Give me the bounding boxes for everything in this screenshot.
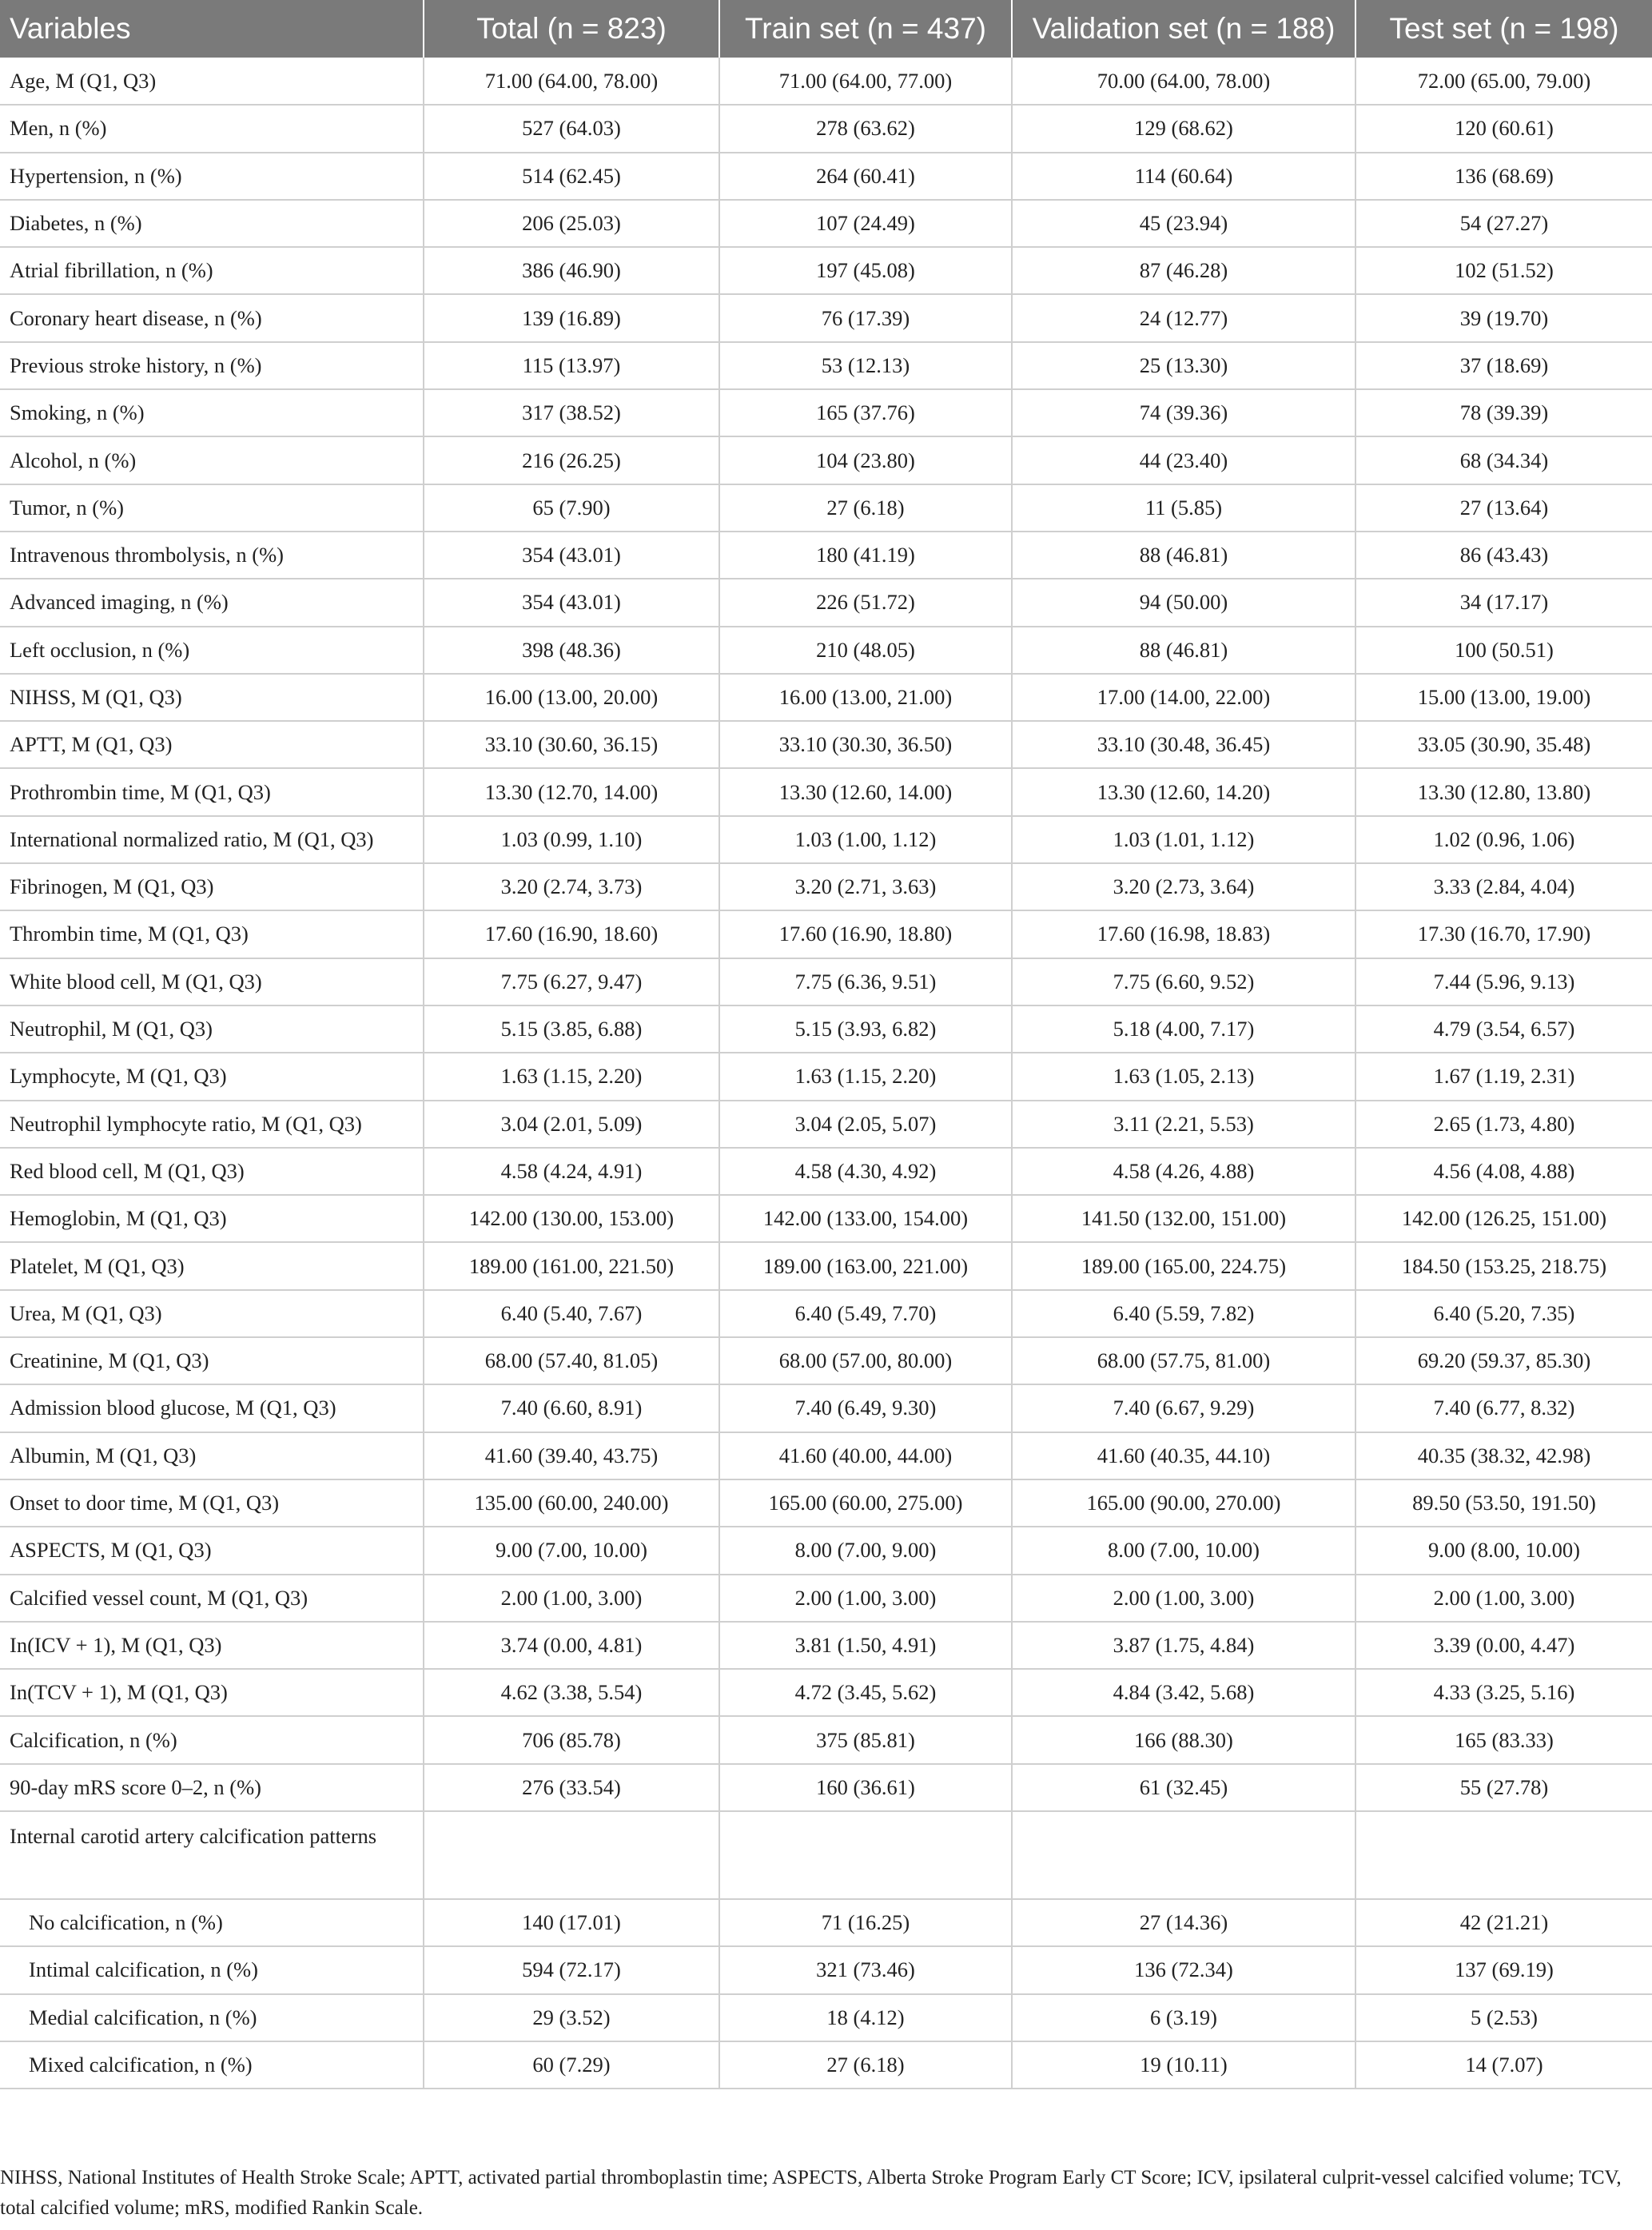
- cell-label: Calcification, n (%): [0, 1716, 424, 1763]
- table-row: [0, 294, 1652, 341]
- table-row: [0, 1242, 1652, 1289]
- table-row: [0, 958, 1652, 1005]
- table-row: [0, 105, 1652, 152]
- cell-total: 33.10 (30.60, 36.15): [424, 721, 719, 768]
- table-row: [0, 579, 1652, 626]
- cell-label: Left occlusion, n (%): [0, 627, 424, 674]
- cell-test: 89.50 (53.50, 191.50): [1355, 1479, 1652, 1527]
- cell-total: 41.60 (39.40, 43.75): [424, 1432, 719, 1479]
- cell-label: Mixed calcification, n (%): [0, 2041, 424, 2089]
- table-row: [0, 1290, 1652, 1337]
- cell-label: Advanced imaging, n (%): [0, 579, 424, 626]
- cell-train: 27 (6.18): [719, 2041, 1012, 2089]
- cell-test: 14 (7.07): [1355, 2041, 1652, 2089]
- header-variables: Variables: [0, 0, 424, 58]
- cell-train: 71 (16.25): [719, 1899, 1012, 1946]
- cell-train: 7.40 (6.49, 9.30): [719, 1384, 1012, 1432]
- cell-validation: 136 (72.34): [1012, 1946, 1355, 1993]
- cell-train: [719, 1811, 1012, 1899]
- cell-train: 8.00 (7.00, 9.00): [719, 1527, 1012, 1574]
- cell-total: 115 (13.97): [424, 342, 719, 389]
- cell-total: 139 (16.89): [424, 294, 719, 341]
- cell-train: 180 (41.19): [719, 532, 1012, 579]
- cell-label: International normalized ratio, M (Q1, Q3): [0, 816, 424, 863]
- table-row: [0, 674, 1652, 721]
- cell-test: 100 (50.51): [1355, 627, 1652, 674]
- cell-validation: 70.00 (64.00, 78.00): [1012, 58, 1355, 105]
- cell-validation: 166 (88.30): [1012, 1716, 1355, 1763]
- cell-validation: 45 (23.94): [1012, 200, 1355, 247]
- cell-total: 216 (26.25): [424, 436, 719, 484]
- cell-label: Tumor, n (%): [0, 484, 424, 532]
- cell-validation: 24 (12.77): [1012, 294, 1355, 341]
- table-row: [0, 1575, 1652, 1622]
- cell-validation: 1.63 (1.05, 2.13): [1012, 1053, 1355, 1100]
- cell-total: 7.40 (6.60, 8.91): [424, 1384, 719, 1432]
- cell-validation: 17.60 (16.98, 18.83): [1012, 910, 1355, 958]
- cell-validation: 7.75 (6.60, 9.52): [1012, 958, 1355, 1005]
- cell-total: 71.00 (64.00, 78.00): [424, 58, 719, 105]
- cell-test: 55 (27.78): [1355, 1764, 1652, 1811]
- cell-total: 398 (48.36): [424, 627, 719, 674]
- table-row: [0, 816, 1652, 863]
- cell-test: 5 (2.53): [1355, 1994, 1652, 2041]
- cell-validation: 74 (39.36): [1012, 389, 1355, 436]
- cell-validation: 68.00 (57.75, 81.00): [1012, 1337, 1355, 1384]
- cell-label: Thrombin time, M (Q1, Q3): [0, 910, 424, 958]
- cell-validation: 25 (13.30): [1012, 342, 1355, 389]
- cell-validation: 3.11 (2.21, 5.53): [1012, 1101, 1355, 1148]
- cell-test: 102 (51.52): [1355, 247, 1652, 294]
- cell-train: 33.10 (30.30, 36.50): [719, 721, 1012, 768]
- table-row: [0, 532, 1652, 579]
- header-total: Total (n = 823): [424, 0, 719, 58]
- cell-test: 17.30 (16.70, 17.90): [1355, 910, 1652, 958]
- cell-test: 40.35 (38.32, 42.98): [1355, 1432, 1652, 1479]
- cell-label: Atrial fibrillation, n (%): [0, 247, 424, 294]
- cell-train: 53 (12.13): [719, 342, 1012, 389]
- cell-test: 184.50 (153.25, 218.75): [1355, 1242, 1652, 1289]
- cell-label: No calcification, n (%): [0, 1899, 424, 1946]
- cell-train: 71.00 (64.00, 77.00): [719, 58, 1012, 105]
- cell-test: 2.00 (1.00, 3.00): [1355, 1575, 1652, 1622]
- cell-test: 142.00 (126.25, 151.00): [1355, 1195, 1652, 1242]
- cell-total: 206 (25.03): [424, 200, 719, 247]
- cell-test: 68 (34.34): [1355, 436, 1652, 484]
- cell-test: 78 (39.39): [1355, 389, 1652, 436]
- cell-validation: 189.00 (165.00, 224.75): [1012, 1242, 1355, 1289]
- cell-validation: 5.18 (4.00, 7.17): [1012, 1005, 1355, 1053]
- cell-label: Onset to door time, M (Q1, Q3): [0, 1479, 424, 1527]
- cell-total: 9.00 (7.00, 10.00): [424, 1527, 719, 1574]
- cell-train: 375 (85.81): [719, 1716, 1012, 1763]
- cell-label: Lymphocyte, M (Q1, Q3): [0, 1053, 424, 1100]
- cell-test: 15.00 (13.00, 19.00): [1355, 674, 1652, 721]
- table-footnote: NIHSS, National Institutes of Health Stroke Scale; APTT, activated partial thromboplastin time; ASPECTS, Alberta Stroke Program Early CT Score; ICV, ipsilateral culprit-vessel calcified volume; TCV, total calcified volume; mRS, modified Rankin Scale.: [0, 2167, 1622, 2219]
- table-row: [0, 1716, 1652, 1763]
- table-row: [0, 1148, 1652, 1195]
- cell-total: 514 (62.45): [424, 153, 719, 200]
- cell-total: 3.74 (0.00, 4.81): [424, 1622, 719, 1669]
- table-row: [0, 1527, 1652, 1574]
- cell-validation: 13.30 (12.60, 14.20): [1012, 768, 1355, 815]
- cell-label: Internal carotid artery calcification patterns: [0, 1811, 424, 1899]
- cell-total: 6.40 (5.40, 7.67): [424, 1290, 719, 1337]
- cell-total: 5.15 (3.85, 6.88): [424, 1005, 719, 1053]
- cell-total: 276 (33.54): [424, 1764, 719, 1811]
- cell-label: Alcohol, n (%): [0, 436, 424, 484]
- cell-train: 3.04 (2.05, 5.07): [719, 1101, 1012, 1148]
- cell-total: 13.30 (12.70, 14.00): [424, 768, 719, 815]
- cell-label: In(ICV + 1), M (Q1, Q3): [0, 1622, 424, 1669]
- cell-label: NIHSS, M (Q1, Q3): [0, 674, 424, 721]
- cell-total: [424, 1811, 719, 1899]
- cell-label: In(TCV + 1), M (Q1, Q3): [0, 1669, 424, 1716]
- cell-test: 34 (17.17): [1355, 579, 1652, 626]
- cell-total: 594 (72.17): [424, 1946, 719, 1993]
- cell-total: 142.00 (130.00, 153.00): [424, 1195, 719, 1242]
- table-row: [0, 768, 1652, 815]
- cell-train: 165 (37.76): [719, 389, 1012, 436]
- table-row: [0, 1622, 1652, 1669]
- cell-label: Age, M (Q1, Q3): [0, 58, 424, 105]
- cell-label: Urea, M (Q1, Q3): [0, 1290, 424, 1337]
- cell-total: 189.00 (161.00, 221.50): [424, 1242, 719, 1289]
- cell-total: 527 (64.03): [424, 105, 719, 152]
- table-row: [0, 484, 1652, 532]
- cell-train: 76 (17.39): [719, 294, 1012, 341]
- cell-validation: 19 (10.11): [1012, 2041, 1355, 2089]
- cell-total: 7.75 (6.27, 9.47): [424, 958, 719, 1005]
- cell-validation: 8.00 (7.00, 10.00): [1012, 1527, 1355, 1574]
- cell-train: 5.15 (3.93, 6.82): [719, 1005, 1012, 1053]
- table-row: [0, 247, 1652, 294]
- table-row: [0, 200, 1652, 247]
- table-row: [0, 1899, 1652, 1946]
- cell-validation: 4.58 (4.26, 4.88): [1012, 1148, 1355, 1195]
- table-row: [0, 1005, 1652, 1053]
- cell-total: 135.00 (60.00, 240.00): [424, 1479, 719, 1527]
- cell-label: Hypertension, n (%): [0, 153, 424, 200]
- cell-train: 17.60 (16.90, 18.80): [719, 910, 1012, 958]
- table-row: [0, 1432, 1652, 1479]
- cell-total: 706 (85.78): [424, 1716, 719, 1763]
- cell-test: 6.40 (5.20, 7.35): [1355, 1290, 1652, 1337]
- cell-total: 4.58 (4.24, 4.91): [424, 1148, 719, 1195]
- cell-test: 86 (43.43): [1355, 532, 1652, 579]
- cell-label: Prothrombin time, M (Q1, Q3): [0, 768, 424, 815]
- cell-label: Creatinine, M (Q1, Q3): [0, 1337, 424, 1384]
- cell-total: 29 (3.52): [424, 1994, 719, 2041]
- cell-total: 3.20 (2.74, 3.73): [424, 863, 719, 910]
- cell-test: 7.40 (6.77, 8.32): [1355, 1384, 1652, 1432]
- table-row: [0, 863, 1652, 910]
- cell-validation: 88 (46.81): [1012, 627, 1355, 674]
- cell-label: ASPECTS, M (Q1, Q3): [0, 1527, 424, 1574]
- cell-test: 4.79 (3.54, 6.57): [1355, 1005, 1652, 1053]
- cell-train: 41.60 (40.00, 44.00): [719, 1432, 1012, 1479]
- cell-validation: 6.40 (5.59, 7.82): [1012, 1290, 1355, 1337]
- cell-total: 17.60 (16.90, 18.60): [424, 910, 719, 958]
- cell-total: 16.00 (13.00, 20.00): [424, 674, 719, 721]
- cell-validation: 3.87 (1.75, 4.84): [1012, 1622, 1355, 1669]
- table-row: [0, 1994, 1652, 2041]
- cell-test: 42 (21.21): [1355, 1899, 1652, 1946]
- cell-total: 3.04 (2.01, 5.09): [424, 1101, 719, 1148]
- cell-test: 2.65 (1.73, 4.80): [1355, 1101, 1652, 1148]
- cell-total: 1.03 (0.99, 1.10): [424, 816, 719, 863]
- cell-train: 160 (36.61): [719, 1764, 1012, 1811]
- table-row: [0, 1811, 1652, 1899]
- cell-test: 72.00 (65.00, 79.00): [1355, 58, 1652, 105]
- cell-train: 2.00 (1.00, 3.00): [719, 1575, 1012, 1622]
- cell-label: Intimal calcification, n (%): [0, 1946, 424, 1993]
- cell-train: 1.63 (1.15, 2.20): [719, 1053, 1012, 1100]
- table-row: [0, 389, 1652, 436]
- cell-total: 1.63 (1.15, 2.20): [424, 1053, 719, 1100]
- cell-validation: 44 (23.40): [1012, 436, 1355, 484]
- cell-train: 3.20 (2.71, 3.63): [719, 863, 1012, 910]
- cell-validation: 11 (5.85): [1012, 484, 1355, 532]
- cell-validation: 4.84 (3.42, 5.68): [1012, 1669, 1355, 1716]
- cell-label: 90-day mRS score 0–2, n (%): [0, 1764, 424, 1811]
- cell-test: 137 (69.19): [1355, 1946, 1652, 1993]
- cell-train: 321 (73.46): [719, 1946, 1012, 1993]
- table-row: [0, 1946, 1652, 1993]
- cell-train: 6.40 (5.49, 7.70): [719, 1290, 1012, 1337]
- cell-validation: [1012, 1811, 1355, 1899]
- cell-train: 7.75 (6.36, 9.51): [719, 958, 1012, 1005]
- cell-validation: 33.10 (30.48, 36.45): [1012, 721, 1355, 768]
- cell-total: 68.00 (57.40, 81.05): [424, 1337, 719, 1384]
- table-row: [0, 2041, 1652, 2089]
- cell-total: 65 (7.90): [424, 484, 719, 532]
- cell-test: 1.02 (0.96, 1.06): [1355, 816, 1652, 863]
- cell-test: 3.33 (2.84, 4.04): [1355, 863, 1652, 910]
- table-row: [0, 1053, 1652, 1100]
- table-row: [0, 721, 1652, 768]
- cell-total: 354 (43.01): [424, 579, 719, 626]
- cell-validation: 1.03 (1.01, 1.12): [1012, 816, 1355, 863]
- cell-train: 4.72 (3.45, 5.62): [719, 1669, 1012, 1716]
- cell-test: 7.44 (5.96, 9.13): [1355, 958, 1652, 1005]
- cell-label: Albumin, M (Q1, Q3): [0, 1432, 424, 1479]
- cell-train: 226 (51.72): [719, 579, 1012, 626]
- table-row: [0, 910, 1652, 958]
- cell-validation: 27 (14.36): [1012, 1899, 1355, 1946]
- cell-test: 13.30 (12.80, 13.80): [1355, 768, 1652, 815]
- cell-test: 136 (68.69): [1355, 153, 1652, 200]
- cell-train: 104 (23.80): [719, 436, 1012, 484]
- cell-label: Hemoglobin, M (Q1, Q3): [0, 1195, 424, 1242]
- cell-train: 210 (48.05): [719, 627, 1012, 674]
- cell-label: Calcified vessel count, M (Q1, Q3): [0, 1575, 424, 1622]
- cell-test: 69.20 (59.37, 85.30): [1355, 1337, 1652, 1384]
- cell-total: 386 (46.90): [424, 247, 719, 294]
- table-row: [0, 436, 1652, 484]
- cell-label: Neutrophil, M (Q1, Q3): [0, 1005, 424, 1053]
- table-row: [0, 1384, 1652, 1432]
- cell-validation: 3.20 (2.73, 3.64): [1012, 863, 1355, 910]
- cell-train: 27 (6.18): [719, 484, 1012, 532]
- cell-validation: 165.00 (90.00, 270.00): [1012, 1479, 1355, 1527]
- cell-label: Admission blood glucose, M (Q1, Q3): [0, 1384, 424, 1432]
- table-row: [0, 1669, 1652, 1716]
- header-test: Test set (n = 198): [1355, 0, 1652, 58]
- cell-test: 4.56 (4.08, 4.88): [1355, 1148, 1652, 1195]
- cell-test: 120 (60.61): [1355, 105, 1652, 152]
- header-validation: Validation set (n = 188): [1012, 0, 1355, 58]
- cell-test: 39 (19.70): [1355, 294, 1652, 341]
- cell-train: 264 (60.41): [719, 153, 1012, 200]
- cell-label: Neutrophil lymphocyte ratio, M (Q1, Q3): [0, 1101, 424, 1148]
- cell-total: 140 (17.01): [424, 1899, 719, 1946]
- cell-train: 189.00 (163.00, 221.00): [719, 1242, 1012, 1289]
- table-body: [0, 58, 1652, 2089]
- cell-validation: 17.00 (14.00, 22.00): [1012, 674, 1355, 721]
- cell-test: 33.05 (30.90, 35.48): [1355, 721, 1652, 768]
- table-row: [0, 58, 1652, 105]
- cell-train: 18 (4.12): [719, 1994, 1012, 2041]
- cell-validation: 87 (46.28): [1012, 247, 1355, 294]
- cell-test: 4.33 (3.25, 5.16): [1355, 1669, 1652, 1716]
- cell-train: 165.00 (60.00, 275.00): [719, 1479, 1012, 1527]
- cell-validation: 61 (32.45): [1012, 1764, 1355, 1811]
- header-train: Train set (n = 437): [719, 0, 1012, 58]
- table-row: [0, 1764, 1652, 1811]
- cell-label: Platelet, M (Q1, Q3): [0, 1242, 424, 1289]
- cell-test: 1.67 (1.19, 2.31): [1355, 1053, 1652, 1100]
- cell-label: Red blood cell, M (Q1, Q3): [0, 1148, 424, 1195]
- cell-train: 4.58 (4.30, 4.92): [719, 1148, 1012, 1195]
- cell-train: 278 (63.62): [719, 105, 1012, 152]
- cell-validation: 88 (46.81): [1012, 532, 1355, 579]
- cell-label: White blood cell, M (Q1, Q3): [0, 958, 424, 1005]
- cell-test: 3.39 (0.00, 4.47): [1355, 1622, 1652, 1669]
- cell-validation: 6 (3.19): [1012, 1994, 1355, 2041]
- cell-test: 37 (18.69): [1355, 342, 1652, 389]
- cell-train: 16.00 (13.00, 21.00): [719, 674, 1012, 721]
- cell-train: 68.00 (57.00, 80.00): [719, 1337, 1012, 1384]
- cell-label: Smoking, n (%): [0, 389, 424, 436]
- cell-total: 354 (43.01): [424, 532, 719, 579]
- cell-validation: 129 (68.62): [1012, 105, 1355, 152]
- table-row: [0, 153, 1652, 200]
- cell-label: Coronary heart disease, n (%): [0, 294, 424, 341]
- cell-validation: 114 (60.64): [1012, 153, 1355, 200]
- cell-test: 27 (13.64): [1355, 484, 1652, 532]
- cell-validation: 7.40 (6.67, 9.29): [1012, 1384, 1355, 1432]
- cell-label: Fibrinogen, M (Q1, Q3): [0, 863, 424, 910]
- cell-validation: 41.60 (40.35, 44.10): [1012, 1432, 1355, 1479]
- cell-label: Medial calcification, n (%): [0, 1994, 424, 2041]
- header-row: [0, 0, 1652, 58]
- cell-test: [1355, 1811, 1652, 1899]
- cell-total: 60 (7.29): [424, 2041, 719, 2089]
- cell-label: APTT, M (Q1, Q3): [0, 721, 424, 768]
- cell-label: Diabetes, n (%): [0, 200, 424, 247]
- table-row: [0, 342, 1652, 389]
- table-row: [0, 1337, 1652, 1384]
- table-row: [0, 1479, 1652, 1527]
- cell-train: 13.30 (12.60, 14.00): [719, 768, 1012, 815]
- cell-train: 1.03 (1.00, 1.12): [719, 816, 1012, 863]
- table-row: [0, 1195, 1652, 1242]
- cell-train: 107 (24.49): [719, 200, 1012, 247]
- cell-test: 9.00 (8.00, 10.00): [1355, 1527, 1652, 1574]
- cell-test: 165 (83.33): [1355, 1716, 1652, 1763]
- cell-label: Men, n (%): [0, 105, 424, 152]
- cell-validation: 2.00 (1.00, 3.00): [1012, 1575, 1355, 1622]
- cell-total: 4.62 (3.38, 5.54): [424, 1669, 719, 1716]
- cell-train: 197 (45.08): [719, 247, 1012, 294]
- cell-test: 54 (27.27): [1355, 200, 1652, 247]
- table-row: [0, 627, 1652, 674]
- cell-label: Previous stroke history, n (%): [0, 342, 424, 389]
- table-row: [0, 1101, 1652, 1148]
- cell-validation: 94 (50.00): [1012, 579, 1355, 626]
- cell-validation: 141.50 (132.00, 151.00): [1012, 1195, 1355, 1242]
- cell-train: 3.81 (1.50, 4.91): [719, 1622, 1012, 1669]
- cell-total: 2.00 (1.00, 3.00): [424, 1575, 719, 1622]
- cell-label: Intravenous thrombolysis, n (%): [0, 532, 424, 579]
- cell-train: 142.00 (133.00, 154.00): [719, 1195, 1012, 1242]
- cell-total: 317 (38.52): [424, 389, 719, 436]
